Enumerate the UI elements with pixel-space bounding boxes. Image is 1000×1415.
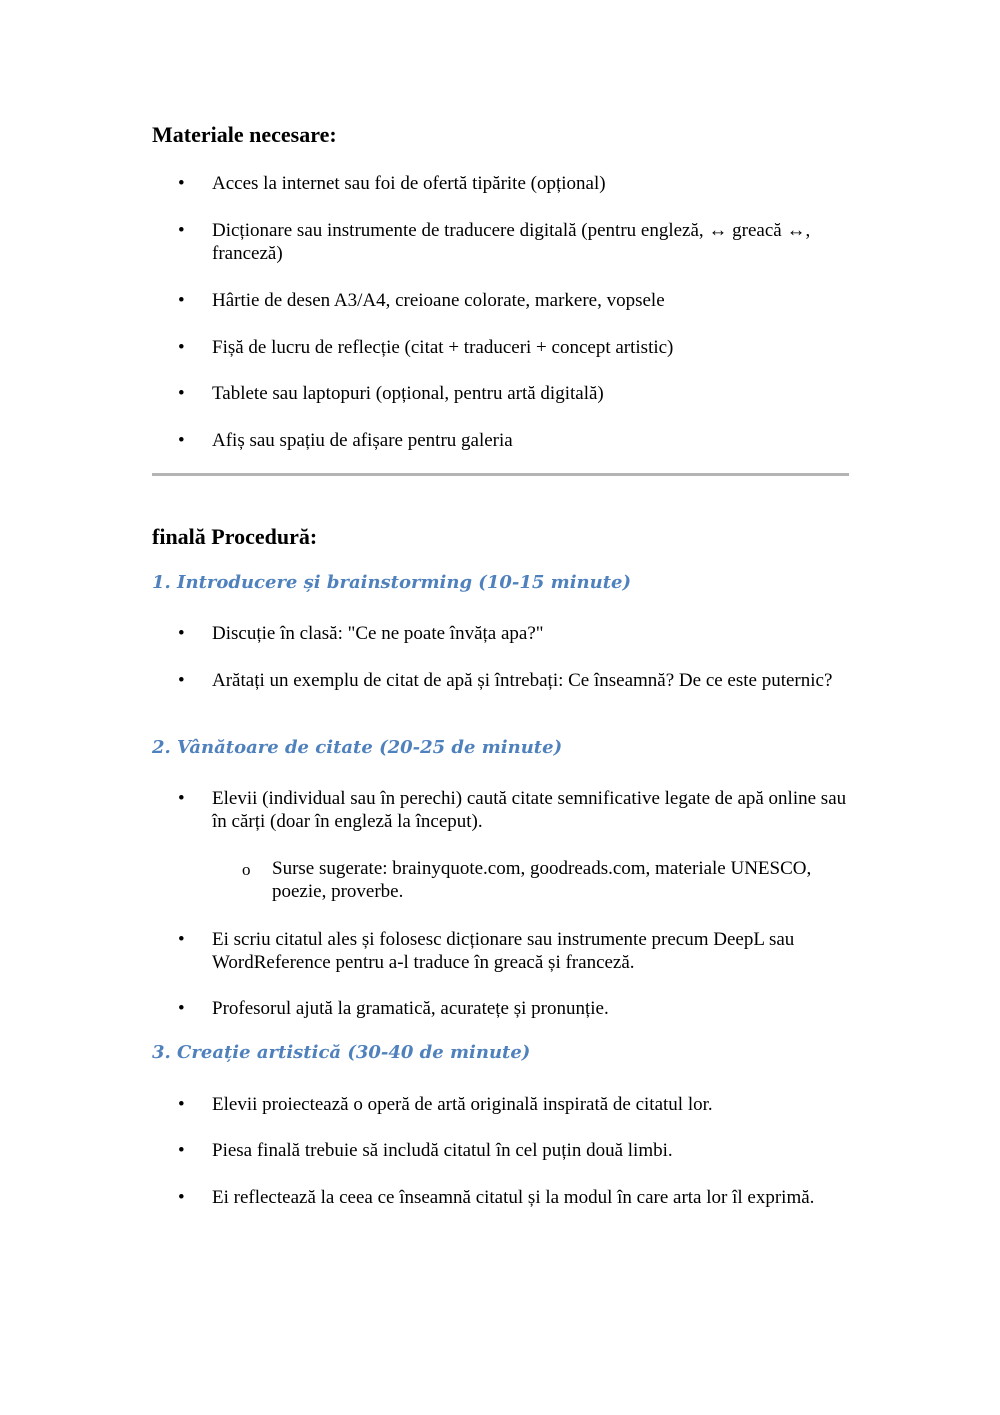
bullet-icon: • <box>178 173 185 194</box>
procedure-heading: finală Procedură: <box>152 524 318 549</box>
step-2-item: Profesorul ajută la gramatică, acuratețe și pronunție. <box>212 998 609 1019</box>
materials-item: Fișă de lucru de reflecție (citat + traduceri + concept artistic) <box>212 337 674 358</box>
step-3-title: 3. Creație artistică (30-40 de minute) <box>152 1042 531 1063</box>
step-3-item: Elevii proiectează o operă de artă originală inspirată de citatul lor. <box>212 1094 713 1115</box>
step-2-sub-item: Surse sugerate: brainyquote.com, goodreads.com, materiale UNESCO, poezie, proverbe. <box>272 858 812 902</box>
bullet-icon: • <box>178 1140 185 1161</box>
sub-bullet-icon: o <box>242 860 251 879</box>
bullet-icon: • <box>178 1094 185 1115</box>
step-1-title: 1. Introducere și brainstorming (10-15 minute) <box>152 572 632 593</box>
bullet-icon: • <box>178 430 185 451</box>
bullet-icon: • <box>178 383 185 404</box>
step-2-item: Elevii (individual sau în perechi) caută citate semnificative legate de apă online sau în cărți (doar în engleză la început). <box>212 788 847 832</box>
step-2-item: Ei scriu citatul ales și folosesc dicționare sau instrumente precum DeepL sau WordReference pentru a-l traduce în greacă și franceză. <box>212 929 795 973</box>
bullet-icon: • <box>178 290 185 311</box>
materials-item: Dicționare sau instrumente de traducere digitală (pentru engleză, ↔ greacă ↔, franceză) <box>212 220 811 264</box>
bullet-icon: • <box>178 220 185 241</box>
bullet-icon: • <box>178 337 185 358</box>
step-3-item: Ei reflectează la ceea ce înseamnă citatul și la modul în care arta lor îl exprimă. <box>212 1187 815 1208</box>
materials-item: Tablete sau laptopuri (opțional, pentru artă digitală) <box>212 383 604 404</box>
bullet-icon: • <box>178 929 185 950</box>
bullet-icon: • <box>178 998 185 1019</box>
materials-item: Acces la internet sau foi de ofertă tipărite (opțional) <box>212 173 606 194</box>
bullet-icon: • <box>178 623 185 644</box>
step-1-item: Arătați un exemplu de citat de apă și întrebați: Ce înseamnă? De ce este puternic? <box>212 670 833 691</box>
materials-heading: Materiale necesare: <box>152 122 337 147</box>
horizontal-divider <box>152 473 849 476</box>
step-1-item: Discuție în clasă: "Ce ne poate învăța apa?" <box>212 623 544 644</box>
bullet-icon: • <box>178 788 185 809</box>
bullet-icon: • <box>178 1187 185 1208</box>
materials-item: Hârtie de desen A3/A4, creioane colorate, markere, vopsele <box>212 290 665 311</box>
materials-item: Afiș sau spațiu de afișare pentru galeria <box>212 430 513 451</box>
step-3-item: Piesa finală trebuie să includă citatul în cel puțin două limbi. <box>212 1140 673 1161</box>
bullet-icon: • <box>178 670 185 691</box>
step-2-title: 2. Vânătoare de citate (20-25 de minute) <box>152 737 563 758</box>
